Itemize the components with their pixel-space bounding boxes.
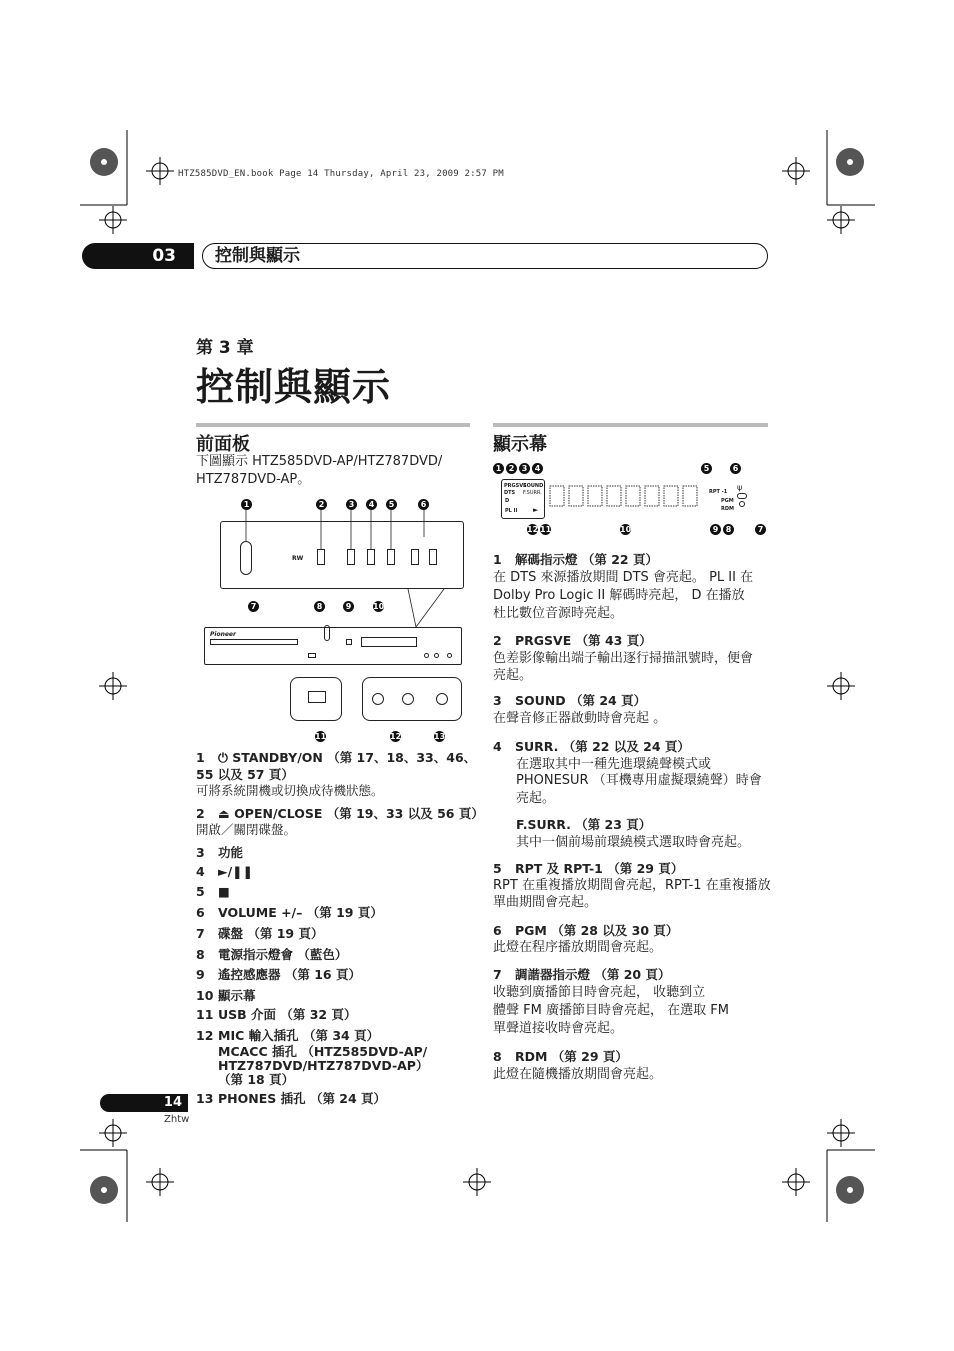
chapter-title: 控制與顯示 [196,365,392,409]
list-item: 4 SURR. （第 22 以及 24 頁） [493,739,690,754]
phones-jack-zoom [436,693,448,705]
list-item: 6 VOLUME +/– （第 19 頁） [196,905,383,920]
display-item-5-line-2: 單曲期間會亮起。 [493,895,598,910]
display-label-8: 8 [723,524,734,535]
power-indicator [324,625,330,641]
display-item-6-line-1: 此燈在程序播放期間會亮起。 [493,940,663,955]
sound-indicator: SOUND [523,483,544,489]
dolby-d-indicator: D [505,498,510,504]
rpt-indicator: RPT -1 [709,489,728,495]
diagram-label-12: 12 [390,732,402,741]
pl-ii-indicator: PL II [505,508,518,514]
list-item: 11 USB 介面 （第 32 頁） [196,1007,357,1022]
list-item: 3 SOUND （第 24 頁） [493,693,647,708]
display-label-11: 11 [540,525,552,534]
display-heading: 顯示幕 [493,434,547,455]
display-item-3-line-1: 在聲音修正器啟動時會亮起 。 [493,711,667,726]
display-label-7: 7 [755,524,766,535]
brand-logo: Pioneer [210,631,236,638]
display-item-4-line-2: PHONESUR （耳機專用虛擬環繞聲）時會 [516,773,762,788]
diagram-label-1: 1 [241,499,252,510]
display-label-2: 2 [506,463,517,474]
diagram-label-3: 3 [346,499,357,510]
list-item: 6 PGM （第 28 以及 30 頁） [493,923,679,938]
play-icon: ► [533,506,539,514]
list-item: 2 ⏏ OPEN/CLOSE （第 19、33 以及 56 頁） [196,806,484,821]
remote-sensor [346,639,352,645]
fsurr-indicator: F.SURR. [523,490,542,496]
diagram-label-7: 7 [248,601,259,612]
front-panel-heading: 前面板 [196,434,250,455]
list-item: 13 PHONES 插孔 （第 24 頁） [196,1091,387,1106]
list-item: 1 ⏻ STANDBY/ON （第 17、18、33、46、 [196,750,477,765]
diagram-label-13: 13 [434,732,446,741]
list-item-cont: 55 以及 57 頁） [196,767,294,782]
mcacc-jack [434,653,439,658]
pgm-indicator: PGM [721,498,734,504]
list-item: 5 RPT 及 RPT-1 （第 29 頁） [493,861,684,876]
display-item-1-line-3: 杜比數位音源時亮起。 [493,606,624,621]
disc-tray [210,639,298,645]
list-item: 2 PRGSVE （第 43 頁） [493,633,652,648]
display-item-4-line-3: 亮起。 [516,791,556,806]
chapter-tab-number: 03 [82,243,194,269]
display-item-4-sub-line: 其中一個前場前環繞模式選取時會亮起。 [516,835,751,850]
front-panel-diagram [196,497,470,743]
display-label-5: 5 [701,463,712,474]
segment-display [549,485,703,509]
display-item-1-line-1: 在 DTS 來源播放期間 DTS 會亮起。 PL II 在 [493,570,754,585]
display-item-2-line-1: 色差影像輸出端子輸出逐行掃描訊號時，便會 [493,651,754,666]
chapter-label: 第 3 章 [196,338,254,358]
list-item: 4 ►/❚❚ [196,864,254,879]
list-item: 9 遙控感應器 （第 16 頁） [196,967,361,982]
display-label-3: 3 [519,463,530,474]
display-item-1-line-2: Dolby Pro Logic II 解碼時亮起， D 在播放 [493,588,745,603]
display-item-7-line-2: 體聲 FM 廣播節目時會亮起， 在選取 FM [493,1003,729,1018]
page-number: 14 [100,1094,188,1112]
header-title: 控制與顯示 [202,243,768,269]
display-diagram [493,461,768,541]
list-item: 7 調諧器指示燈 （第 20 頁） [493,967,671,982]
front-display [361,637,417,647]
usb-port-zoom [308,691,326,703]
display-item-5-line-1: RPT 在重複播放期間會亮起，RPT-1 在重複播放 [493,878,771,893]
antenna-icon: ψ [737,483,743,492]
list-item: 7 碟盤 （第 19 頁） [196,926,324,941]
display-item-2-line-2: 亮起。 [493,668,533,683]
mic-jack [424,653,429,658]
mic-jack-zoom [372,693,384,705]
rw-mark: RW [292,555,304,562]
display-item-4-sub-title: F.SURR. （第 23 頁） [516,817,652,832]
mcacc-jack-zoom [402,693,414,705]
diagram-label-4: 4 [366,499,377,510]
list-item-cont: （第 18 頁） [218,1072,295,1087]
display-item-7-line-3: 單聲道接收時會亮起。 [493,1021,624,1036]
list-item: 5 ■ [196,884,230,899]
stereo-icon [737,493,747,499]
diagram-label-11: 11 [315,732,327,741]
section-rule-left [196,423,470,427]
list-item: 8 電源指示燈會 （藍色） [196,947,348,962]
front-panel-intro-1: 下圖顯示 HTZ585DVD-AP/HTZ787DVD/ [196,454,443,469]
list-item: 10 顯示幕 [196,988,256,1003]
diagram-label-10: 10 [373,602,385,611]
unit-body [204,627,462,665]
rdm-indicator: RDM [721,506,734,512]
dts-indicator: DTS [504,490,516,496]
display-label-12: 12 [527,525,539,534]
list-item: 12 MIC 輸入插孔 （第 34 頁） [196,1028,380,1043]
diagram-label-8: 8 [314,601,325,612]
front-panel-intro-2: HTZ787DVD-AP。 [196,472,311,487]
section-rule-right [493,423,768,427]
prgsve-indicator: PRGSVE [504,483,527,489]
diagram-label-2: 2 [316,499,327,510]
display-label-6: 6 [730,463,741,474]
display-item-7-line-1: 收聽到廣播節目時會亮起， 收聽到立 [493,985,706,1000]
diagram-label-9: 9 [343,601,354,612]
list-item-desc: 可將系統開機或切換成待機狀態。 [196,783,384,798]
diagram-label-6: 6 [418,499,429,510]
display-item-4-line-1: 在選取其中一種先進環繞聲模式或 [516,757,712,772]
display-label-9: 9 [710,524,721,535]
display-item-8-line-1: 此燈在隨機播放期間會亮起。 [493,1067,663,1082]
diagram-label-5: 5 [386,499,397,510]
display-label-10: 10 [620,525,632,534]
book-info-line: HTZ585DVD_EN.book Page 14 Thursday, April 23, 2009 2:57 PM [178,169,504,179]
list-item: 8 RDM （第 29 頁） [493,1049,628,1064]
display-label-1: 1 [493,463,504,474]
list-item: 1 解碼指示燈 （第 22 頁） [493,552,658,567]
mono-icon [739,501,745,507]
display-label-4: 4 [532,463,543,474]
list-item-cont: HTZ787DVD/HTZ787DVD-AP） [218,1058,429,1073]
usb-port [308,653,316,658]
phones-jack [447,653,452,658]
list-item: 3 功能 [196,845,244,860]
list-item-cont: MCACC 插孔 （HTZ585DVD-AP/ [218,1044,428,1059]
list-item-desc: 開啟／關閉碟盤。 [196,822,297,837]
language-code: Zhtw [164,1114,190,1125]
